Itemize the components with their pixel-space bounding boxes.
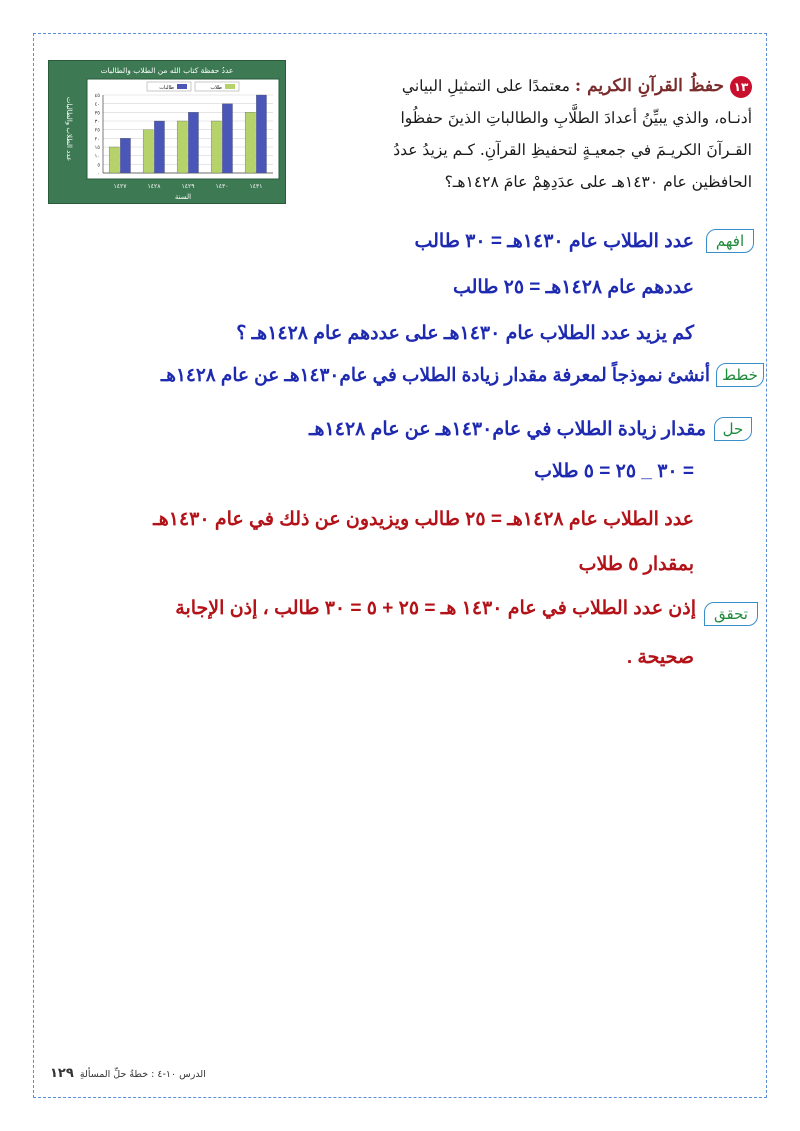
problem-line-1 [332, 70, 752, 102]
check-line-1: إذن عدد الطلاب في عام ١٤٣٠ هـ = ٢٥ + ٥ = ٣٠ طالب ، إذن الإجابة [175, 598, 696, 619]
result-line-1: عدد الطلاب عام ١٤٢٨هـ = ٢٥ طالب ويزيدون عن ذلك في عام ١٤٣٠هـ [153, 509, 694, 530]
problem-text-line: أدنـاه، والذي يبيِّنُ أعدادَ الطلَّابِ والطالباتِ الذينَ حفظُوا [400, 109, 752, 127]
page-number: ١٢٩ [50, 1066, 74, 1081]
understand-line-1: عدد الطلاب عام ١٤٣٠هـ = ٣٠ طالب [414, 231, 694, 252]
y-tick-label: ٥ [97, 162, 100, 169]
y-tick-label: ٣٠ [94, 119, 100, 125]
bar [154, 121, 164, 173]
bar [177, 121, 187, 173]
problem-text-line: الحافظين عام ١٤٣٠هـ على عدَدِهِمْ عامَ ١٤٢٨هـ؟ [444, 173, 752, 191]
chart-svg [49, 61, 285, 203]
problem-title: حفظُ القرآنِ الكريم : [574, 76, 724, 96]
check-line-2: صحيحة . [626, 647, 694, 668]
understand-line-3: كم يزيد عدد الطلاب عام ١٤٣٠هـ على عددهم عام ١٤٢٨هـ ؟ [236, 323, 694, 344]
bar [120, 138, 130, 173]
result-line-2: بمقدار ٥ طلاب [578, 554, 694, 575]
problem-statement [332, 70, 752, 198]
tag-plan: خطط [716, 363, 764, 387]
solve-line-2: = ٣٠ _ ٢٥ = ٥ طلاب [534, 461, 694, 482]
y-tick-label: ٤٥ [94, 93, 100, 99]
x-tick-label: ١٤٣٠ [215, 183, 229, 190]
y-tick-label: ٤٠ [94, 101, 100, 108]
solve-line-1: مقدار زيادة الطلاب في عام١٤٣٠هـ عن عام ١٤٢٨هـ [308, 419, 706, 440]
chart-title: عددُ حفظة كتاب الله من الطلاب والطالبات [100, 66, 234, 75]
y-tick-label: ٢٥ [94, 127, 100, 134]
page-footer [50, 1066, 206, 1081]
x-tick-label: ١٤٢٨ [147, 183, 161, 190]
y-tick-label: ٢٠ [94, 136, 100, 143]
bar [188, 112, 198, 173]
x-tick-label: ١٤٣١ [249, 183, 263, 190]
problem-text-line: معتمدًا على التمثيلِ البياني [401, 77, 570, 95]
bar-chart [48, 60, 286, 204]
y-tick-label: ١٠ [94, 153, 100, 160]
problem-number-badge: ١٣ [730, 76, 752, 98]
bar [211, 121, 221, 173]
legend-label: طلاب [210, 85, 222, 91]
bar [143, 130, 153, 173]
legend-swatch [177, 84, 187, 89]
bar [222, 104, 232, 173]
legend-swatch [225, 84, 235, 89]
footer-lesson: الدرس ١٠-٤ : خطةُ حلِّ المسألةِ [79, 1069, 206, 1080]
tag-understand: افهم [706, 229, 754, 253]
bar [245, 112, 255, 173]
problem-text-line: القـرآنَ الكريـمَ في جمعيـةٍ لتحفيظِ القرآنِ. كـم يزيدُ عددُ [393, 141, 752, 159]
y-tick-label: ١٥ [94, 145, 100, 151]
x-tick-label: ١٤٢٩ [181, 183, 195, 190]
x-tick-label: ١٤٢٧ [113, 183, 127, 190]
understand-line-2: عددهم عام ١٤٢٨هـ = ٢٥ طالب [452, 277, 694, 298]
legend-label: طالبات [159, 85, 174, 91]
x-axis-label: السنة [174, 193, 192, 201]
y-tick-label: ٣٥ [94, 110, 100, 117]
y-axis-label: عدد الطلاب والطالبات [65, 96, 73, 162]
tag-solve: حل [714, 417, 752, 441]
plan-line: أنشئ نموذجاً لمعرفة مقدار زيادة الطلاب في عام١٤٣٠هـ عن عام ١٤٢٨هـ [160, 364, 710, 385]
bar [109, 147, 119, 173]
y-tick-label: ٠ [97, 171, 100, 177]
bar [256, 95, 266, 173]
tag-check: تحقق [704, 602, 758, 626]
